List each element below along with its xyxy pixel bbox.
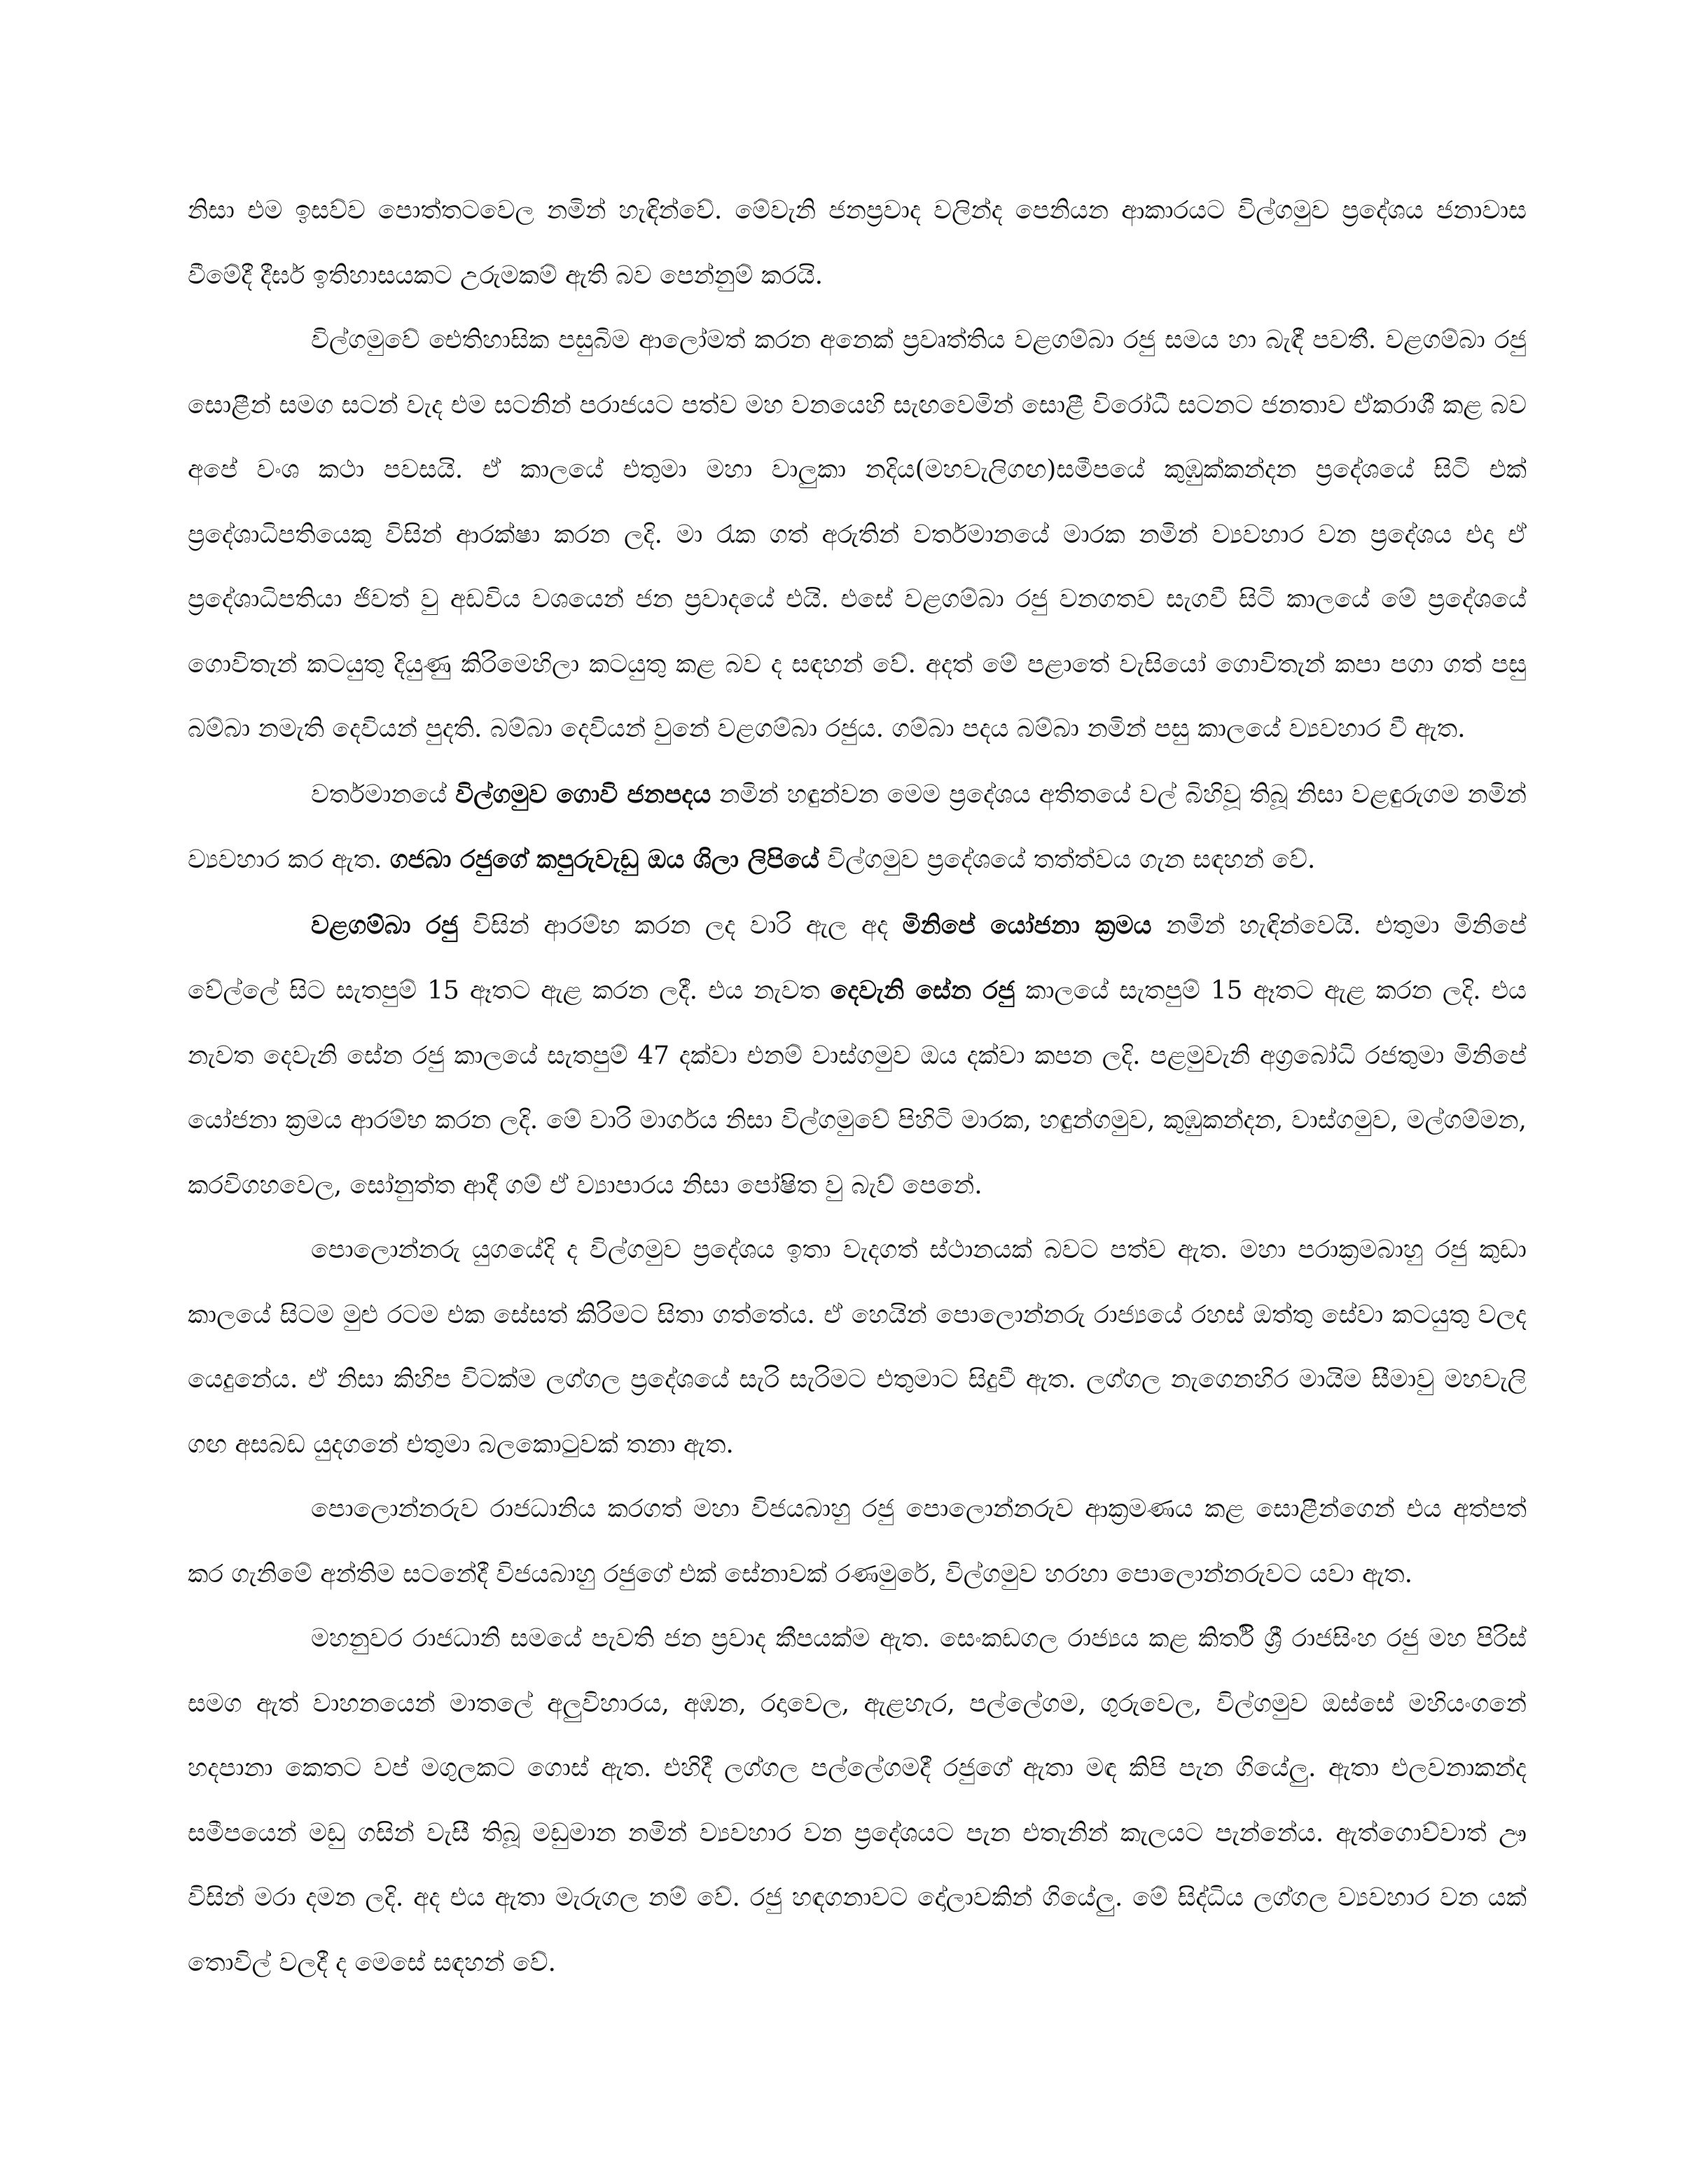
paragraph-4-text: විසින් ආරම්භ කරන ලද වාරි ඇල අද	[458, 910, 903, 940]
paragraph-4-bold-term: දෙවැනි සේන රජු	[830, 976, 1015, 1005]
paragraph-3-bold-term: විල්ගමුව ගොවි ජනපදය	[455, 779, 711, 809]
paragraph-5-text: පොලොන්නරු යුගයේදි ද විල්ගමුව ප්‍රදේශය ඉතා වැදගත් ස්ථානයක් බවට පත්ව ඇත. මහා පරාක්‍රමබාහු රජු කුඩා කාලයේ සිටම මුළු රටම එක සේසත් කිරිමට සිතා ගත්තේය. ඒ හෙයින් පොලොන්නරු රාජ්‍යයේ රහස් ඔත්තු සේවා කටයුතු වලද යෙදුනේය. ඒ නිසා කිහිප විටක්ම ලග්ගල ප්‍රදේශයේ සැරි සැරිමට එතුමාට සිදුවී ඇත. ලග්ගල නැගෙනහිර මායිම සීමාවු මහවැලි ගඟ අසබඩ යුදගනේ එතුමා බලකොටුවක් තනා ඇත.	[188, 1235, 1527, 1459]
paragraph-2	[188, 308, 1527, 762]
paragraph-7	[188, 1607, 1527, 1995]
paragraph-7-text: මහනුවර රාජධානි සමයේ පැවති ජන ප්‍රවාද කීපයක්ම ඇත. සෙංකඩගල රාජ්‍යය කළ කිර්ති ශ්‍රී රාජසිංහ රජු මහ පිරිස් සමග ඇත් වාහනයෙන් මාතලේ අලුවිහාරය, අඹන, රදාවෙල, ඇළහැර, පල්ලේගම, ගුරුවෙල, විල්ගමුව ඔස්සේ මහියංගනේ හදපානා කෙතට වප් මගුලකට ගොස් ඇත. එහිදී ලග්ගල පල්ලේගමදී රජුගේ ඇතා මඳ කිපි පැන ගියේලු. ඇතා එලවනාකන්ද සමීපයෙන් මඩු ගසින් වැසී තිබූ මඩුමාන නමින් ව්‍යවහාර වන ප්‍රදේශයට පැන එතැනින් කැලයට පැන්නේය. ඇත්ගොව්වාත් ඌ විසින් මරා දමන ලදි. අද එය ඇතා මැරුගල නම් වේ. රජු හඳගනාවට දෝලාවකින් ගියේලු. මේ සිද්ධිය ලග්ගල ව්‍යවහාර වන යක් තොවිල් වලදී ද මෙසේ සඳහන් වේ.	[188, 1624, 1527, 1977]
paragraph-4-bold-term: මිනිපේ යෝජනා ක්‍රමය	[902, 910, 1152, 940]
paragraph-3	[188, 762, 1527, 893]
paragraph-1-text: නිසා එම ඉසව්ව පොත්තටවෙල නමින් හැඳින්වේ. මේවැනි ජනප්‍රවාද වලින්ද පෙනියන ආකාරයට විල්ගමුව ප්‍රදේශය ජනාවාස වීමේදී දීර්ඝ ඉතිහාසයකට උරුමකම් ඇති බව පෙන්නුම් කරයි.	[188, 196, 1527, 290]
paragraph-4-text: නමින් හැඳින්වෙයි. එතුමා මිනිපේ වේල්ලේ සිට සැතපුම් 15 ඈතට ඇළ කරන ලදී. එය නැවත	[188, 910, 1527, 1005]
document-page	[188, 179, 1527, 1995]
paragraph-6	[188, 1477, 1527, 1607]
paragraph-1	[188, 179, 1527, 308]
paragraph-2-text: විල්ගමුවේ ඓතිහාසික පසුබිම ආලෝමත් කරන අනෙක් ප්‍රවෘත්තිය වළගම්බා රජු සමය හා බැඳී පවතී. වළගම්බා රජු සොළීන් සමග සටන් වැද එම සටනින් පරාජයට පත්ව මහ වනයෙහි සැඟවෙමින් සොළී විරෝධී සටනට ජනතාව ඒකරාශී කළ බව අපේ වංශ කථා පවසයි. ඒ කාලයේ එතුමා මහා වාලුකා නදිය(මහවැලිගඟ)සමීපයේ කුඹුක්කන්දන ප්‍රදේශයේ සිටි එක් ප්‍රදේශාධිපතියෙකු විසින් ආරක්ෂා කරන ලදි. මා රැක ගත් අරුතින් වර්තමානයේ මාරක නමින් ව්‍යවහාර වන ප්‍රදේශය එදා ඒ ප්‍රදේශාධිපතියා ජිවත් වු අඩවිය වශයෙන් ජන ප්‍රවාදයේ එයි. එසේ වළගම්බා රජු වනගතව සැගවී සිටි කාලයේ මේ ප්‍රදේශයේ ගොවිතැන් කටයුතු දියුණු කිරිමෙහිලා කටයුතු කළ බව ද සඳහන් වේ. අදත් මේ පළාතේ වැසියෝ ගොවිතැන් කපා පගා ගත් පසු බම්බා නමැති දෙවියන් පුදති. බම්බා දෙවියන් වුනේ වළගම්බා රජුය. ගම්බා පදය බම්බා නමින් පසු කාලයේ ව්‍යවහාර වී ඇත.	[188, 326, 1527, 743]
paragraph-5	[188, 1218, 1527, 1477]
paragraph-3-text: විල්ගමුව ප්‍රදේශයේ තත්ත්වය ගැන සඳහන් වේ.	[819, 845, 1316, 874]
paragraph-6-text: පොලොන්නරුව රාජධානිය කරගත් මහා විජයබාහු රජු පොලොන්නරුව ආක්‍රමණය කළ සොළීන්ගෙන් එය අත්පත් කර ගැනිමේ අන්තිම සටනේදී විජයබාහු රජුගේ එක් සේනාවක් රණමුරේ, විල්ගමුව හරහා පොලොන්නරුවට යවා ඇත.	[188, 1495, 1527, 1588]
paragraph-3-text: නමින් හඳුන්වන මෙම ප්‍රදේශය අතිතයේ වල් බිහිවූ තිබූ නිසා වළඳුරුගම නමින් ව්‍යවහාර කර ඇත.	[188, 779, 1527, 874]
paragraph-4	[188, 893, 1527, 1219]
paragraph-4-text: කාලයේ සැතපුම් 15 ඈතට ඇළ කරන ලදි. එය නැවත දෙවැනි සේන රජු කාලයේ සැතපුම් 47 දක්වා එනම් වාස්ගමුව ඔය දක්වා කපන ලදි. පළමුවැනි අග්‍රබෝධි රජතුමා මිනිපේ යෝජනා ක්‍රමය ආරම්භ කරන ලදි. මේ වාරි මාර්ගය නිසා විල්ගමුවේ පිහිටි මාරක, හඳුන්ගමුව, කුඹුකන්දන, වාස්ගමුව, මල්ගම්මන, කරවිගහවෙල, සෝනුත්ත ආදී ගම් ඒ ව්‍යාපාරය නිසා පෝෂිත වු බැව් පෙනේ.	[188, 976, 1527, 1200]
paragraph-4-bold-term: වළගම්බා රජු	[311, 910, 459, 940]
paragraph-3-bold-term: ගජබා රජුගේ කපුරුවැඩු ඔය ශිලා ලිපියේ	[389, 845, 819, 874]
paragraph-3-text: වර්තමානයේ	[311, 779, 456, 809]
